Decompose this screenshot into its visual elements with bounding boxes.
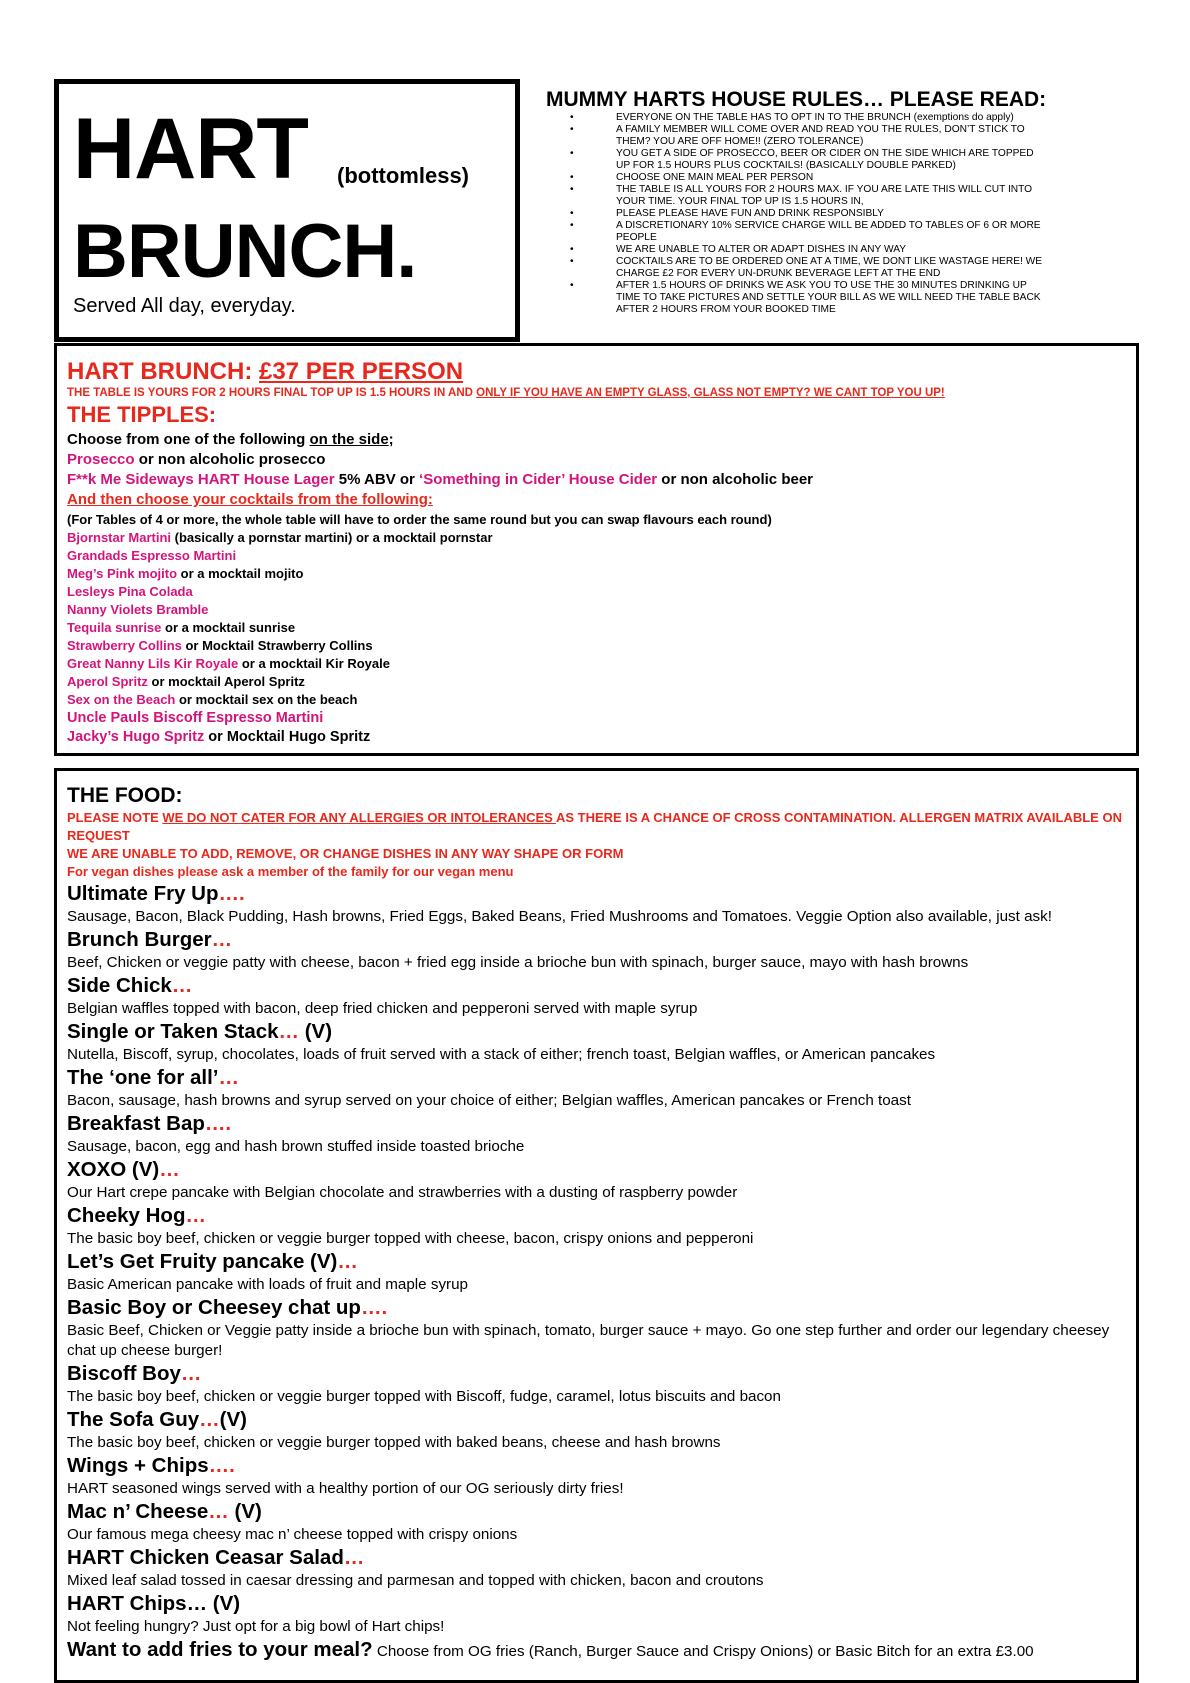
allergy-note-b: AS THERE IS A CHANCE OF CROSS CONTAMINATION. ALLERGEN MATRIX AVAILABLE ON REQUEST [67, 810, 1122, 843]
house-rules-list [546, 112, 1086, 316]
house-rule-item [546, 112, 1086, 124]
dish-description: The basic boy beef, chicken or veggie burger topped with Biscoff, fudge, caramel, lotus biscuits and bacon [67, 1388, 781, 1405]
cocktail-name: Jacky’s Hugo Spritz [67, 729, 205, 745]
dish-name: Single or Taken Stack [67, 1020, 279, 1043]
dish-item [67, 1019, 1126, 1065]
dish-title [67, 927, 1126, 953]
dish-name: Mac n’ Cheese [67, 1500, 209, 1523]
dish-description: Not feeling hungry? Just opt for a big bowl of Hart chips! [67, 1618, 445, 1635]
cocktail-alternative: or a mocktail sunrise [161, 620, 296, 635]
table-note-underlined: ONLY IF YOU HAVE AN EMPTY GLASS, GLASS NOT EMPTY? WE CANT TOP YOU UP! [476, 387, 945, 399]
cocktail-alternative: or a mocktail mojito [177, 566, 304, 581]
dish-description: Mixed leaf salad tossed in caesar dressing and parmesan and topped with chicken, bacon and croutons [67, 1572, 764, 1589]
cocktail-alternative: or a mocktail Kir Royale [238, 656, 390, 671]
vegan-note: For vegan dishes please ask a member of the family for our vegan menu [67, 864, 514, 879]
cocktail-name: Bjornstar Martini [67, 530, 172, 545]
prosecco-name: Prosecco [67, 451, 135, 468]
dish-description: Basic Beef, Chicken or Veggie patty inside a brioche bun with spinach, tomato, burger sauce + mayo. Go one step further and order our legendary cheesey chat up cheese burger! [67, 1322, 1110, 1359]
cocktail-item [67, 655, 1126, 673]
food-heading: THE FOOD: [67, 784, 183, 807]
dish-item [67, 1203, 1126, 1249]
house-rule-line: EVERYONE ON THE TABLE HAS TO OPT IN TO THE BRUNCH (exemptions do apply) [616, 112, 1014, 123]
bullet-icon: • [570, 124, 574, 135]
cocktail-item [67, 673, 1126, 691]
dish-title [67, 1249, 1126, 1275]
dish-item [67, 1545, 1126, 1591]
dish-name: The Sofa Guy [67, 1408, 200, 1431]
dish-item [67, 1065, 1126, 1111]
dish-name: HART Chips… (V) [67, 1592, 241, 1615]
dish-name: Basic Boy or Cheesey chat up [67, 1296, 361, 1319]
dish-name: XOXO (V) [67, 1158, 160, 1181]
dish-title [67, 1407, 1126, 1433]
dish-description: HART seasoned wings served with a healthy portion of our OG seriously dirty fries! [67, 1480, 624, 1497]
dish-title [67, 1111, 1126, 1137]
dish-list [67, 881, 1126, 1637]
house-rule-line: YOU GET A SIDE OF PROSECCO, BEER OR CIDER ON THE SIDE WHICH ARE TOPPED [616, 148, 1034, 159]
dish-name: Ultimate Fry Up [67, 882, 219, 905]
dish-item [67, 1157, 1126, 1203]
dish-ellipsis: … [185, 1204, 206, 1227]
house-rule-line: AFTER 1.5 HOURS OF DRINKS WE ASK YOU TO USE THE 30 MINUTES DRINKING UP [616, 280, 1027, 291]
cocktail-name: Meg’s Pink mojito [67, 566, 178, 581]
house-rule-item [546, 280, 1086, 316]
dish-ellipsis: … [343, 1546, 365, 1569]
bullet-icon: • [570, 184, 574, 195]
dish-title [67, 1295, 1126, 1321]
cocktail-alternative: or mocktail sex on the beach [175, 692, 358, 707]
dish-name: The ‘one for all’ [67, 1066, 219, 1089]
dish-name: Side Chick [67, 974, 172, 997]
cocktail-alternative: or Mocktail Strawberry Collins [181, 638, 373, 653]
table-note-text: THE TABLE IS YOURS FOR 2 HOURS FINAL TOP UP IS 1.5 HOURS IN AND [67, 387, 477, 399]
dish-ellipsis: … [208, 1500, 229, 1523]
tipples-heading: THE TIPPLES: [67, 402, 217, 427]
choose-on-the-side: on the side [309, 431, 389, 448]
dish-item [67, 881, 1126, 927]
cocktail-name: Uncle Pauls Biscoff Espresso Martini [67, 710, 324, 726]
house-rule-line: A DISCRETIONARY 10% SERVICE CHARGE WILL BE ADDED TO TABLES OF 6 OR MORE [616, 220, 1041, 231]
lager-name: F**k Me Sideways HART House Lager [67, 471, 335, 488]
dish-item [67, 973, 1126, 1019]
cocktail-alternative: or mocktail Aperol Spritz [147, 674, 305, 689]
served-tagline: Served All day, everyday. [73, 295, 296, 317]
dish-ellipsis: … [199, 1408, 220, 1431]
dish-item [67, 1453, 1126, 1499]
bullet-icon: • [570, 148, 574, 159]
bullet-icon: • [570, 244, 574, 255]
title-brunch: BRUNCH. [73, 209, 417, 294]
tipples-box [54, 343, 1139, 756]
food-content [67, 783, 1126, 1665]
dish-ellipsis: … [171, 974, 193, 997]
house-rule-item [546, 256, 1086, 280]
house-rule-line: AFTER 2 HOURS FROM YOUR BOOKED TIME [616, 304, 836, 315]
house-rule-item [546, 148, 1086, 172]
bullet-icon: • [570, 112, 574, 123]
dish-title [67, 1591, 1126, 1617]
cocktail-item [67, 619, 1126, 637]
dish-ellipsis: … [180, 1362, 202, 1385]
choose-prefix: Choose from one of the following [67, 431, 310, 448]
dish-ellipsis: … [278, 1020, 300, 1043]
dish-item [67, 1361, 1126, 1407]
cocktail-name: Lesleys Pina Colada [67, 584, 193, 599]
table-time-note [67, 386, 1126, 400]
house-rule-item [546, 244, 1086, 256]
dish-description: Nutella, Biscoff, syrup, chocolates, loads of fruit served with a stack of either; french toast, Belgian waffles, or American pancakes [67, 1046, 936, 1063]
dish-description: Sausage, bacon, egg and hash brown stuffed inside toasted brioche [67, 1138, 525, 1155]
cocktail-item [67, 583, 1126, 601]
dish-description: Sausage, Bacon, Black Pudding, Hash browns, Fried Eggs, Baked Beans, Fried Mushrooms and Tomatoes. Veggie Option also available, just ask! [67, 908, 1052, 925]
dish-name: HART Chicken Ceasar Salad [67, 1546, 344, 1569]
cocktail-item [67, 728, 1126, 747]
house-rule-line: PEOPLE [616, 232, 657, 243]
fries-question: Want to add fries to your meal? [67, 1638, 373, 1661]
allergy-note-underlined: WE DO NOT CATER FOR ANY ALLERGIES OR INTOLERANCES [162, 810, 556, 825]
house-rule-item [546, 208, 1086, 220]
house-rule-item [546, 220, 1086, 244]
dish-title [67, 1019, 1126, 1045]
choose-suffix: ; [388, 431, 394, 448]
cocktail-alternative: or Mocktail Hugo Spritz [204, 729, 371, 745]
dish-ellipsis: … [337, 1250, 358, 1273]
dish-item [67, 1499, 1126, 1545]
bullet-icon: • [570, 172, 574, 183]
dish-title [67, 973, 1126, 999]
dish-ellipsis: … [159, 1158, 180, 1181]
dish-title [67, 1065, 1126, 1091]
house-rule-line: A FAMILY MEMBER WILL COME OVER AND READ YOU THE RULES, DON’T STICK TO [616, 124, 1025, 135]
house-rule-line: COCKTAILS ARE TO BE ORDERED ONE AT A TIME, WE DONT LIKE WASTAGE HERE! WE [616, 256, 1043, 267]
house-rule-line: WE ARE UNABLE TO ALTER OR ADAPT DISHES IN ANY WAY [616, 244, 907, 255]
title-hart: HART [73, 101, 308, 197]
fries-addon [67, 1637, 1126, 1665]
dish-description: Our Hart crepe pancake with Belgian chocolate and strawberries with a dusting of raspberry powder [67, 1184, 738, 1201]
house-rule-item [546, 184, 1086, 208]
dish-title [67, 1361, 1126, 1387]
house-rule-line: CHOOSE ONE MAIN MEAL PER PERSON [616, 172, 814, 183]
house-rule-line: THEM? YOU ARE OFF HOME!! (ZERO TOLERANCE) [616, 136, 864, 147]
house-rule-line: CHARGE £2 FOR EVERY UN-DRUNK BEVERAGE LEFT AT THE END [616, 268, 941, 279]
cocktail-name: Sex on the Beach [67, 692, 176, 707]
cocktail-item [67, 601, 1126, 619]
bullet-icon: • [570, 256, 574, 267]
dish-description: Beef, Chicken or veggie patty with cheese, bacon + fried egg inside a brioche bun with spinach, burger sauce, mayo with hash browns [67, 954, 969, 971]
dish-title [67, 1203, 1126, 1229]
price-value: £37 PER PERSON [258, 358, 464, 385]
fries-answer: Choose from OG fries (Ranch, Burger Sauce and Crispy Onions) or Basic Bitch for an extra £3.00 [372, 1643, 1034, 1660]
food-box [54, 768, 1139, 1683]
dish-item [67, 1591, 1126, 1637]
house-rule-line: PLEASE PLEASE HAVE FUN AND DRINK RESPONSIBLY [616, 208, 884, 219]
prosecco-line [67, 450, 1126, 470]
cocktail-name: Nanny Violets Bramble [67, 602, 209, 617]
cocktail-list [67, 529, 1126, 747]
house-rule-item [546, 172, 1086, 184]
dish-title [67, 1499, 1126, 1525]
dish-description: Basic American pancake with loads of fruit and maple syrup [67, 1276, 468, 1293]
dish-veg-tag: (V) [219, 1408, 247, 1431]
cocktail-name: Tequila sunrise [67, 620, 162, 635]
allergy-note [67, 809, 1126, 845]
choose-side-line [67, 430, 1126, 450]
house-rule-line: THE TABLE IS ALL YOURS FOR 2 HOURS MAX. IF YOU ARE LATE THIS WILL CUT INTO [616, 184, 1033, 195]
cocktail-item [67, 529, 1126, 547]
dish-ellipsis: …. [360, 1296, 388, 1319]
dish-veg-tag: (V) [299, 1020, 333, 1043]
cocktail-name: Grandads Espresso Martini [67, 548, 237, 563]
cocktail-item [67, 547, 1126, 565]
bullet-icon: • [570, 220, 574, 231]
house-rule-line: YOUR TIME. YOUR FINAL TOP UP IS 1.5 HOURS IN, [616, 196, 864, 207]
cocktails-intro: And then choose your cocktails from the following: [67, 491, 433, 508]
cocktail-item [67, 691, 1126, 709]
prosecco-alt: or non alcoholic prosecco [134, 451, 326, 468]
cocktail-item [67, 709, 1126, 728]
dish-item [67, 1295, 1126, 1361]
dish-ellipsis: …. [208, 1454, 235, 1477]
dish-ellipsis: … [211, 928, 233, 951]
dish-ellipsis: …. [218, 882, 245, 905]
dish-ellipsis: …. [204, 1112, 232, 1135]
dish-description: Our famous mega cheesy mac n’ cheese topped with crispy onions [67, 1526, 518, 1543]
dish-item [67, 1111, 1126, 1157]
cocktail-item [67, 565, 1126, 583]
no-changes-note: WE ARE UNABLE TO ADD, REMOVE, OR CHANGE DISHES IN ANY WAY SHAPE OR FORM [67, 846, 624, 861]
dish-name: Brunch Burger [67, 928, 212, 951]
lager-abv: 5% ABV or [334, 471, 420, 488]
allergy-note-a: PLEASE NOTE [67, 810, 163, 825]
tables-of-four-note: (For Tables of 4 or more, the whole table will have to order the same round but you can swap flavours each round) [67, 512, 772, 527]
dish-description: The basic boy beef, chicken or veggie burger topped with cheese, bacon, crispy onions and pepperoni [67, 1230, 754, 1247]
cocktail-name: Aperol Spritz [67, 674, 148, 689]
lager-cider-line [67, 470, 1126, 490]
house-rule-line: UP FOR 1.5 HOURS PLUS COCKTAILS! (BASICALLY DOUBLE PARKED) [616, 160, 956, 171]
dish-title [67, 881, 1126, 907]
dish-name: Biscoff Boy [67, 1362, 181, 1385]
brunch-price-heading [67, 358, 1126, 386]
house-rules-title: MUMMY HARTS HOUSE RULES… PLEASE READ: [546, 88, 1047, 111]
bullet-icon: • [570, 208, 574, 219]
house-rules [546, 88, 1086, 316]
cocktail-name: Strawberry Collins [67, 638, 182, 653]
dish-description: The basic boy beef, chicken or veggie burger topped with baked beans, cheese and hash browns [67, 1434, 721, 1451]
title-bottomless: (bottomless) [337, 163, 469, 188]
dish-name: Breakfast Bap [67, 1112, 205, 1135]
dish-title [67, 1453, 1126, 1479]
dish-title [67, 1157, 1126, 1183]
cider-name: ‘Something in Cider’ House Cider [419, 471, 658, 488]
dish-description: Belgian waffles topped with bacon, deep fried chicken and pepperoni served with maple syrup [67, 1000, 698, 1017]
dish-name: Cheeky Hog [67, 1204, 186, 1227]
title-box [54, 79, 520, 342]
dish-description: Bacon, sausage, hash browns and syrup served on your choice of either; Belgian waffles, American pancakes or French toast [67, 1092, 911, 1109]
cider-alt: or non alcoholic beer [657, 471, 813, 488]
dish-name: Let’s Get Fruity pancake (V) [67, 1250, 338, 1273]
dish-veg-tag: (V) [228, 1500, 262, 1523]
bullet-icon: • [570, 280, 574, 291]
house-rule-line: TIME TO TAKE PICTURES AND SETTLE YOUR BILL AS WE WILL NEED THE TABLE BACK [616, 292, 1041, 303]
cocktail-alternative: (basically a pornstar martini) or a mocktail pornstar [171, 530, 493, 545]
house-rule-item [546, 124, 1086, 148]
dish-title [67, 1545, 1126, 1571]
dish-item [67, 1249, 1126, 1295]
dish-ellipsis: … [218, 1066, 239, 1089]
dish-item [67, 1407, 1126, 1453]
cocktail-item [67, 637, 1126, 655]
cocktail-name: Great Nanny Lils Kir Royale [67, 656, 239, 671]
dish-item [67, 927, 1126, 973]
price-prefix: HART BRUNCH: [67, 358, 259, 385]
dish-name: Wings + Chips [67, 1454, 209, 1477]
